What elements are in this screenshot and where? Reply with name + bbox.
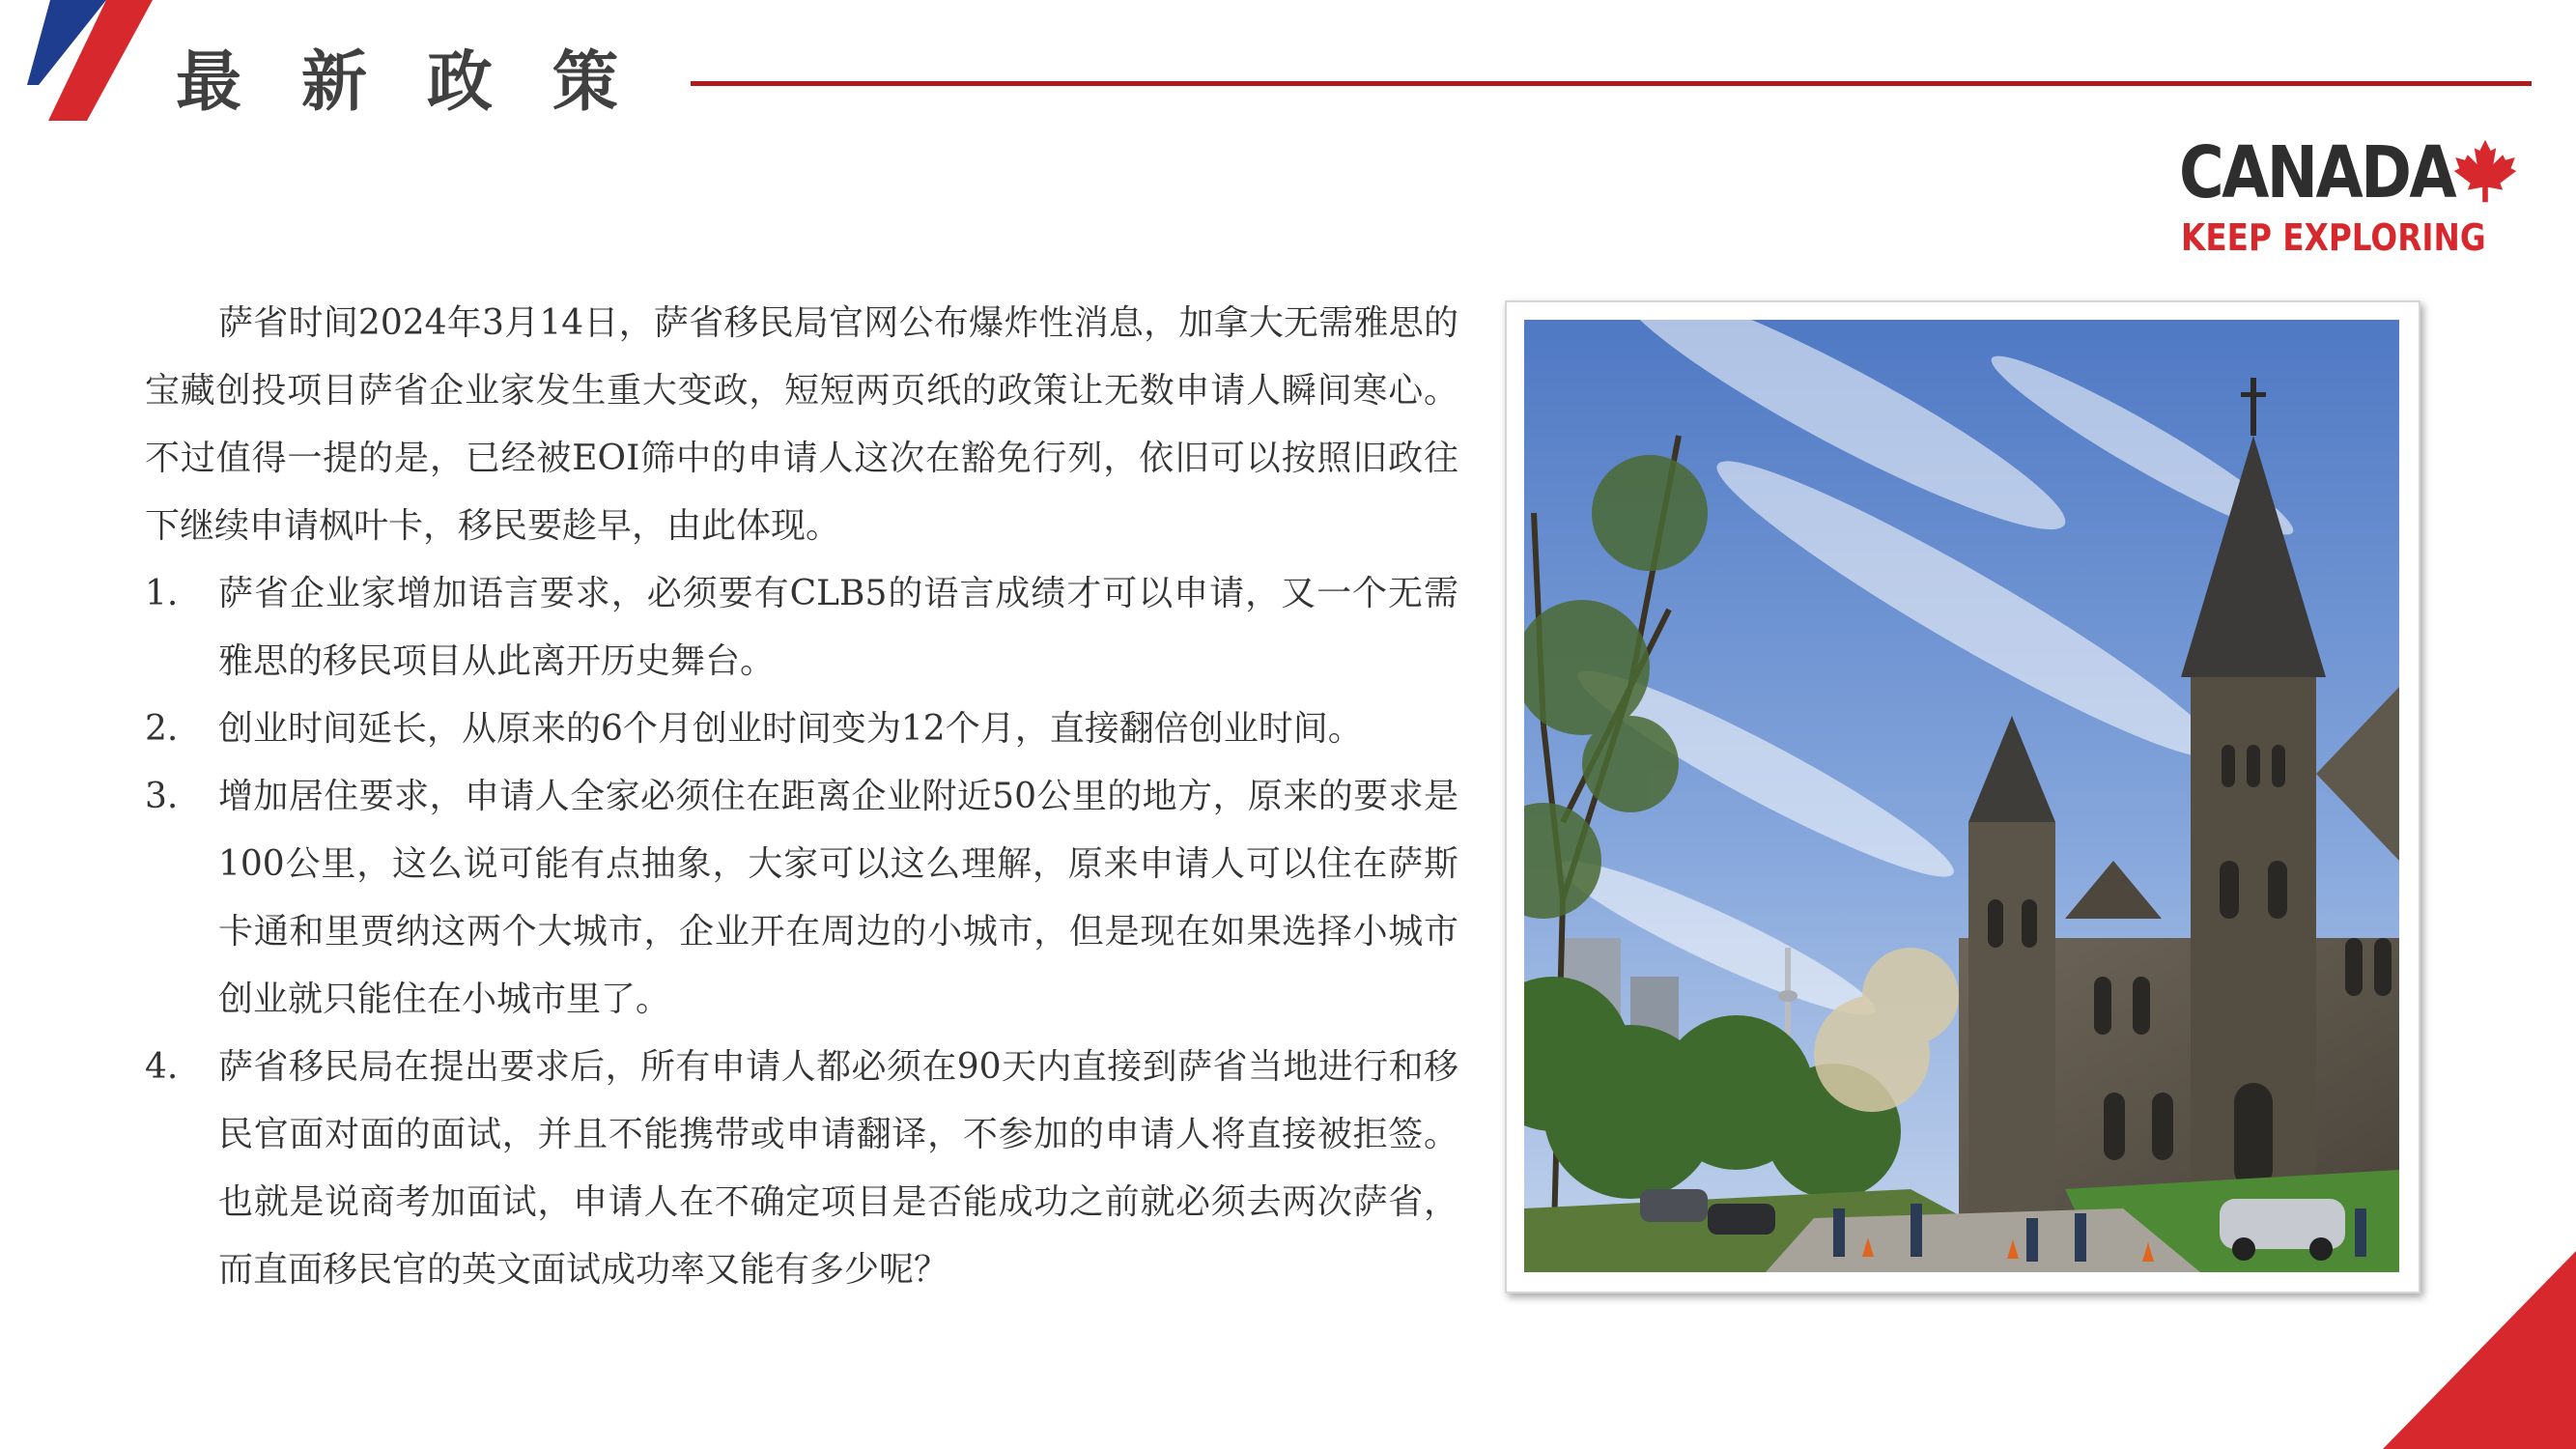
list-item bbox=[145, 696, 1458, 763]
policy-content bbox=[145, 290, 1458, 1304]
list-item-number: 4. bbox=[145, 1047, 179, 1087]
logo-main-text: CANADA bbox=[2179, 131, 2455, 214]
policy-list bbox=[145, 560, 1458, 1304]
photo-frame bbox=[1505, 300, 2420, 1293]
maple-leaf-icon bbox=[2451, 137, 2519, 205]
campus-illustration bbox=[1524, 320, 2399, 1272]
campus-photo bbox=[1524, 320, 2399, 1272]
logo-tagline: KEEP EXPLORING bbox=[2181, 216, 2486, 259]
list-item-number: 3. bbox=[145, 777, 179, 816]
corner-triangle-decoration bbox=[2383, 1251, 2576, 1449]
list-item-text: 萨省企业家增加语言要求，必须要有CLB5的语言成绩才可以申请，又一个无需雅思的移民项目从此离开历史舞台。 bbox=[218, 574, 1458, 681]
list-item bbox=[145, 1034, 1458, 1304]
list-item-number: 2. bbox=[145, 709, 179, 749]
corner-stripe-decoration bbox=[0, 0, 193, 135]
list-item bbox=[145, 763, 1458, 1034]
list-item-text: 萨省移民局在提出要求后，所有申请人都必须在90天内直接到萨省当地进行和移民官面对面的面试，并且不能携带或申请翻译，不参加的申请人将直接被拒签。也就是说商考加面试，申请人在不确定项目是否能成功之前就必须去两次萨省，而直面移民官的英文面试成功率又能有多少呢？ bbox=[218, 1047, 1458, 1290]
list-item-text: 创业时间延长，从原来的6个月创业时间变为12个月，直接翻倍创业时间。 bbox=[218, 709, 1363, 749]
list-item bbox=[145, 560, 1458, 696]
header-divider bbox=[691, 81, 2532, 86]
list-item-number: 1. bbox=[145, 574, 179, 613]
list-item-text: 增加居住要求，申请人全家必须住在距离企业附近50公里的地方，原来的要求是100公里，这么说可能有点抽象，大家可以这么理解，原来申请人可以住在萨斯卡通和里贾纳这两个大城市，企业开在周边的小城市，但是现在如果选择小城市创业就只能住在小城市里了。 bbox=[218, 777, 1458, 1019]
canada-logo bbox=[2179, 133, 2507, 259]
intro-paragraph: 萨省时间2024年3月14日，萨省移民局官网公布爆炸性消息，加拿大无需雅思的宝藏创投项目萨省企业家发生重大变政，短短两页纸的政策让无数申请人瞬间寒心。不过值得一提的是，已经被EOI筛中的申请人这次在豁免行列，依旧可以按照旧政往下继续申请枫叶卡，移民要趁早，由此体现。 bbox=[145, 303, 1458, 546]
page-title: 最新政策 bbox=[176, 44, 679, 121]
